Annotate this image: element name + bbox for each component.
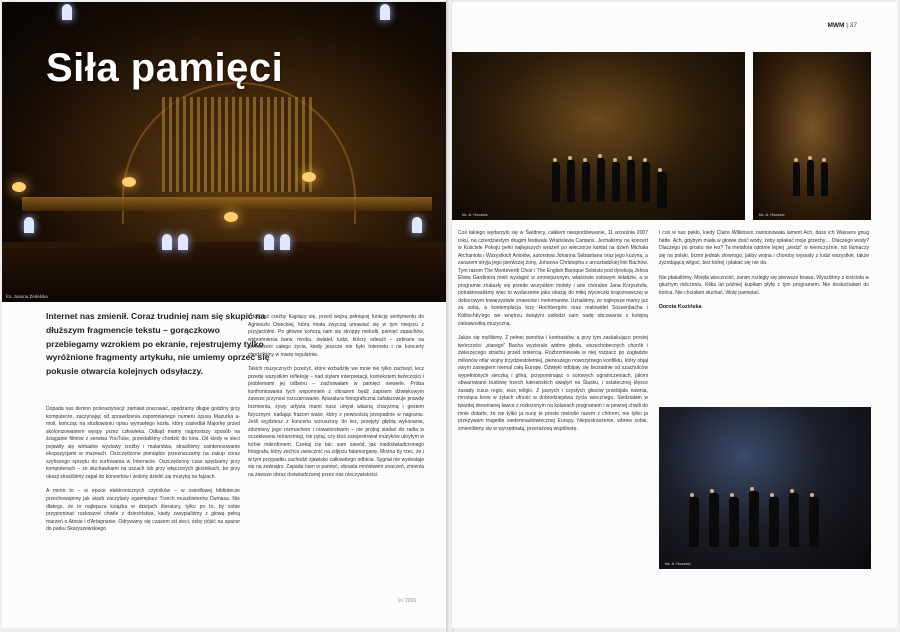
photo-credit: fot. A. Hoczeic (759, 212, 785, 217)
choir-concert-photo (452, 52, 745, 220)
running-header: MWM | 37 (827, 22, 857, 29)
article-author: Dorota Kozińska (659, 304, 702, 311)
article-title: Siła pamięci (46, 46, 284, 90)
church-altar-photo (753, 52, 871, 220)
paragraph: Nie płakaliśmy. Minęła wieczność, zanim rozległy się pierwsze brawa. Wyszliśmy z kościoła w głuchym milczeniu. Kilka lat później kupiłam płytę z tym programem. Nie dosłuchałam do końca. Nie chciałam słuchać. Wolę pamiętać. (659, 274, 869, 296)
photo-credit: fot. A. Hoczeic (462, 212, 488, 217)
choir-singers-photo (659, 407, 871, 569)
issue-folio: 9 / 2016 (398, 598, 417, 604)
paragraph: i dotknąć rzeźby Kąpiący się, przed wojną pełniącej funkcję sentymentu do Agnieszki Osieckiej, która miała zwyczaj umawiać się w tym miejscu z przyjaciółmi. Po główne kończą nam się stroppy melodii, pamięć zapachów, wspomnienia barw, mroku, świateł, ludzi, którzy odeszli – zebrane na przestrzeni całego życia, kiedy jeszcze nie było Internetu i na koncerty chodziliśmy w miarę regularnie. (248, 314, 424, 358)
right-page (452, 2, 897, 628)
paragraph: Jakże się myliliśmy. Z pełnej zwrotów i kontrastów, a przy tym zaskakująco prostej twórczości „starego” Bacha wyzierało widmo głodu, wszechobecnych chorób i zwierzęcego strachu przed śmiercią. Rozbrzmiewała w niej rozpacz po zagładzie milionów ofiar wojny trzydziestoletniej, pierwszego nowożytnego konfliktu, który objął swym zasięgiem niemal całą Europę. Dźwięki odbijały się bezradnie od szachulców wypełnionych sieczką i gliną, przypominając o surowych ograniczeniach, jakimi obwarowano budowę trzech luterańskich świątyń na Śląsku, i ostatecznej klęsce zasady cuius regio, eius religio. Z jasnych i czystych głosów przebijała nawnia, mrożąca krew w żyłach ufność w dobrodziejstwa życia wiecznego. Siedziałam w twardej drewnianej ławce z rozłożonym na kolanach programem i w pewnej chwili do mnie dotarło, że nie tylko ja nucę te proste melodie razem z chórem, nie tylko ja przeżywam tragedię siedemnastowiecznej Europy. Niepostrzeżenie, wbrew sobie, zmieniliśmy się w wyrzędnatą, przerażoną wspólnotę. (458, 335, 648, 432)
photo-credit: fot. A. Hoczeic (665, 561, 691, 566)
text-column-3 (458, 230, 648, 440)
left-page (2, 2, 448, 628)
text-column-1 (46, 406, 240, 541)
paragraph: Dopada nas demon prokrastynacji: zamiast pracować, spędzamy długie godziny przy komputerze, zaczynając od sprawdzenia zapomnianego numeru opusu Mazurka a-moll, kończąc na studiowaniu opisu wymarłego kozła, który zasiedlał Majorkę przed skolonizowaniem wyspy przez człowieka. Odkąd mamy najprostszy sposób na ściąganie filmów z serwisu YouTube, przestaliśmy chodzić do kina. Od kiedy w sieci pojawiły się wirtualne wystawy rzeźby i malarstwa, straciliśmy zainteresowanie ekspozycjami w muzeach. Oszczędzone pieniądze przeznaczamy na zakup coraz szybszego sprzętu do surfowania w Internecie. Oszczędzony czas spędzamy przy komputerach – ze słuchawkami na uszach lub przy włączonych głośnikach, bo przy okazji straciliśmy zapał do koncertów i wolimy dzielić się muzyką na fajzach. (46, 406, 240, 480)
paragraph: Takich muzycznych przeżyć, które wzbudziły we mnie nie tylko zachwyt, lecz przede wszystkim refleksję – nad stylem interpretacji, kontekstem twórczości i problemami jej odbioru – zachowałam w pamięci niewiele. Próba konfrontowania tych wspomnień z obrazem będź zapisem dźwiękowym zawsze przynosi rozczarowanie. Aparatura fonograficzna zafałszowuje prawdę brzmienia, żywy artysta mami nasz umysł własną charyzmą i gestem fizycznym, nadając frazom walor, który z pewnością przepadnie w nagraniu. Jeśli wyjdziesz z koncertu wzruszony do łez, przejęty głębią wykonania, zdumiony jego rozmachem i nowatorstwem – nie próbuj siadać do radia w oczekiwaniu retransmisji, nie pytaj, czy ktoś zarejestrował muzyków ukrytym w torbie mikrofonem. Czekaj cię tak: sam zawód, jak niedoświadczonego fotografa, który zechce uwiecznić na zdjęciu fatamorganę. Można by rzec, że i w tym przypadku zachodzi zjawisko całkowitego odbicia. Sygnał nie wydostaje się na zewnątrz. Zapada nam w pamięć, obrasta mnóstwem znaczeń, zmienia na zawsze obraz doświadczanej przez nas rzeczywistości. (248, 366, 424, 478)
paragraph: I coś w nas pękło, kiedy Claire Wilkinson zaintonowała lament Ach, dass ich Wassers gnug hätte. Ach, gdybym miała w głowie dość wody, żeby opłakać moje grzechy… Dlaczego wody? Dlaczego po prostu nie łez? Ta metafora istotnie lepiej „siedzi” w niemczyźnie, niż tłumaczy się na polski, brzmi jednak złowrogo, jakby wojna i choroby wyssały z ludzi wszystkie, także żyzodającą wilgoć, bez której i płakać się nie da. (659, 230, 869, 267)
photo-credit: fot. Joanna Żedelska (6, 294, 48, 299)
text-column-2 (248, 314, 424, 486)
paragraph: A mimo to – w epoce elektronicznych czytników – w osiedlowej bibliotecze przechowujemy jak skarb zaczytany egzemplarz Trzech muszkieterów Dumasa. Nie dlatego, że to najlepsza książka w dziejach literatury, tylko po to, by sobie przypominać rozkoszne chwile z dzieciństwa, kiedy zasypialiśmy z głową pełną marzeń o Atosie i d'Artagnanie. Odrywamy się czasem od sieci, żeby pójść na spacer do parku Skaryszewskiego (46, 488, 240, 533)
paragraph: Coś takiego wydarzyło się w Świdnicy, całkiem niespodziewanie, 11 września 2007 roku, na czterdziestym drugim festiwalu Wratislavia Cantans. Jechaliśmy na koncert w Kościele Pokoju pełni najlepszych wrażeń po wieczorze kantat na dzień Michała Archanioła i Wszystkich Aniołów, autorstwa Johanna Sebastiana oraz jego kuzyna, a zarazem stryja jego pierwszej żony, Johanna Christopha z arnsztadzkiej linii Bachów. Tym razem The Monteverdi Choir i The English Baroque Soloists pod dyrekcją Johna Eliota Gardinera mieli wystąpić w zmniejszonym, właściwie solowym składzie, a w programie znalazły się przede wszystkim motety i arie chóralne Jana Krzysztofa, potraktowaliśmy więc to wydarzenie jako okazję do miłej wycieczki krajoznawczej w doborowym towarzystwie znawców i melomanów. Uznaliśmy, że najlepsze mamy już za sobą, a kontemplacja lozy Hochbergów oraz malowideł Süssenbacha i Kolitschky'ego we wnętrzu świątyni ostłodzi nam nadę obcowania z kolejną ciekawostką muzyczną. (458, 230, 649, 327)
article-lead: Internet nas zmienił. Coraz trudniej nam się skupić na dłuższym fragmencie tekstu – gorączkowo przebiegamy wzrokiem po ekranie, rejestrujemy tylko wyróżnione fragmenty artykułu, nie umiemy oprzeć się pokusie otwarcia kolejnych odsyłaczy. (46, 311, 270, 377)
magazine-brand: MWM (827, 22, 845, 29)
text-column-4 (659, 230, 869, 319)
page-number: 37 (849, 22, 857, 29)
